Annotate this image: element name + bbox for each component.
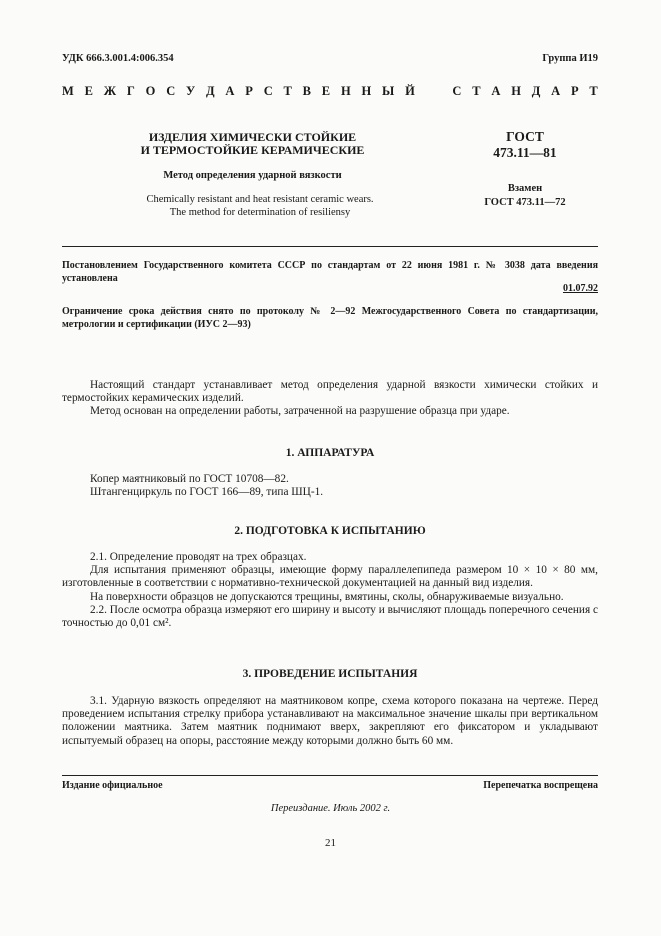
section-2-paragraph-1: 2.1. Определение проводят на трех образцах.	[90, 551, 307, 563]
gost-label: ГОСТ	[506, 129, 544, 144]
letter: Т	[472, 84, 481, 98]
letter: Т	[283, 84, 292, 98]
letter: Н	[340, 84, 351, 98]
letter: Т	[589, 84, 598, 98]
section-3-heading: 3. ПРОВЕДЕНИЕ ИСПЫТАНИЯ	[242, 668, 418, 680]
official-edition-label: Издание официальное	[62, 780, 163, 791]
letter: Е	[321, 84, 331, 98]
footer-divider	[62, 775, 598, 776]
intro-paragraph-1: Настоящий стандарт устанавливает метод определения ударной вязкости химически стойких и термостойких керамических изделий.	[62, 379, 598, 405]
gost-code: 473.11—81	[493, 145, 557, 160]
standard-type-heading	[62, 84, 598, 99]
word-gap	[426, 84, 442, 99]
letter: Ж	[103, 84, 117, 98]
letter: С	[452, 84, 462, 98]
letter: Р	[245, 84, 253, 98]
section-2-paragraph-4: 2.2. После осмотра образца измеряют его ширину и высоту и вычисляют площадь поперечного сечения с точностью до 0,01 см².	[62, 603, 598, 630]
section-1-body	[62, 473, 598, 499]
letter: Д	[206, 84, 215, 98]
method-title: Метод определения ударной вязкости	[163, 170, 342, 181]
letter: Д	[531, 84, 541, 98]
english-title-line-2: The method for determination of resiliensy	[169, 207, 351, 218]
introduction-date: 01.07.92	[563, 283, 598, 294]
section-2-body	[62, 551, 598, 630]
letter: Р	[570, 84, 579, 98]
replaces-code: ГОСТ 473.11—72	[484, 197, 566, 208]
letter: Н	[361, 84, 372, 98]
section-2-paragraph-2: Для испытания применяют образцы, имеющие форму параллелепипеда размером 10 × 10 × 80 мм, изготовленные в соответствии с нормативно-технической документацией на данный вид изделия.	[62, 564, 598, 590]
document-title	[130, 131, 375, 157]
gost-number	[470, 129, 580, 161]
letter: А	[491, 84, 501, 98]
letter: С	[263, 84, 273, 98]
letter: Н	[511, 84, 521, 98]
letter: В	[302, 84, 311, 98]
letter: А	[225, 84, 235, 98]
section-2-paragraph-3: На поверхности образцов не допускаются трещины, вмятины, сколы, обнаруживаемые визуально.	[90, 590, 564, 603]
english-title	[120, 193, 400, 219]
section-3-paragraph-1: 3.1. Ударную вязкость определяют на маятниковом копре, схема которого показана на чертеже. Перед проведением испытания стрелку прибора устанавливают на максимальное значение шкалы при вертикальном положении маятника. Затем маятник поднимают вверх, закрепляют его фиксатором и укладывают испытуемый образец на опоры, расстояние между которыми должно быть 60 мм.	[62, 695, 598, 747]
udk-code: УДК 666.3.001.4:006.354	[62, 53, 174, 64]
english-title-line-1: Chemically resistant and heat resistant ceramic wears.	[146, 194, 374, 205]
title-line-1: ИЗДЕЛИЯ ХИМИЧЕСКИ СТОЙКИЕ	[148, 130, 357, 144]
section-1-heading: 1. АППАРАТУРА	[285, 447, 375, 459]
section-1-line-2: Штангенциркуль по ГОСТ 166—89, типа ШЦ-1.	[90, 486, 324, 499]
letter: У	[186, 84, 196, 98]
intro-paragraph-2: Метод основан на определении работы, затраченной на разрушение образца при ударе.	[90, 405, 510, 418]
decree-text: Постановлением Государственного комитета СССР по стандартам от 22 июня 1981 г. № 3038 дата введения установлена	[62, 260, 598, 284]
letter: Ы	[382, 84, 395, 98]
section-2-heading: 2. ПОДГОТОВКА К ИСПЫТАНИЮ	[234, 525, 426, 537]
letter: М	[62, 84, 74, 98]
letter: С	[166, 84, 176, 98]
group-code: Группа И19	[542, 53, 598, 64]
section-1-line-1: Копер маятниковый по ГОСТ 10708—82.	[90, 473, 289, 485]
title-line-2: И ТЕРМОСТОЙКИЕ КЕРАМИЧЕСКИЕ	[140, 143, 365, 157]
replaces-label: Взамен	[507, 183, 543, 194]
reprint-prohibited-label: Перепечатка воспрещена	[483, 780, 598, 791]
letter: Г	[126, 84, 135, 98]
intro	[62, 379, 598, 419]
reissue-note: Переиздание. Июль 2002 г.	[270, 803, 391, 814]
section-3-body	[62, 695, 598, 748]
letter: О	[145, 84, 156, 98]
letter: Й	[405, 84, 415, 98]
letter: А	[551, 84, 561, 98]
divider	[62, 246, 598, 247]
replaces-block	[460, 182, 590, 210]
limitation-text: Ограничение срока действия снято по протоколу № 2—92 Межгосударственного Совета по стандартизации, метрологии и сертификации (ИУС 2—93)	[62, 306, 598, 330]
letter: Е	[84, 84, 93, 98]
page-number: 21	[325, 837, 336, 849]
